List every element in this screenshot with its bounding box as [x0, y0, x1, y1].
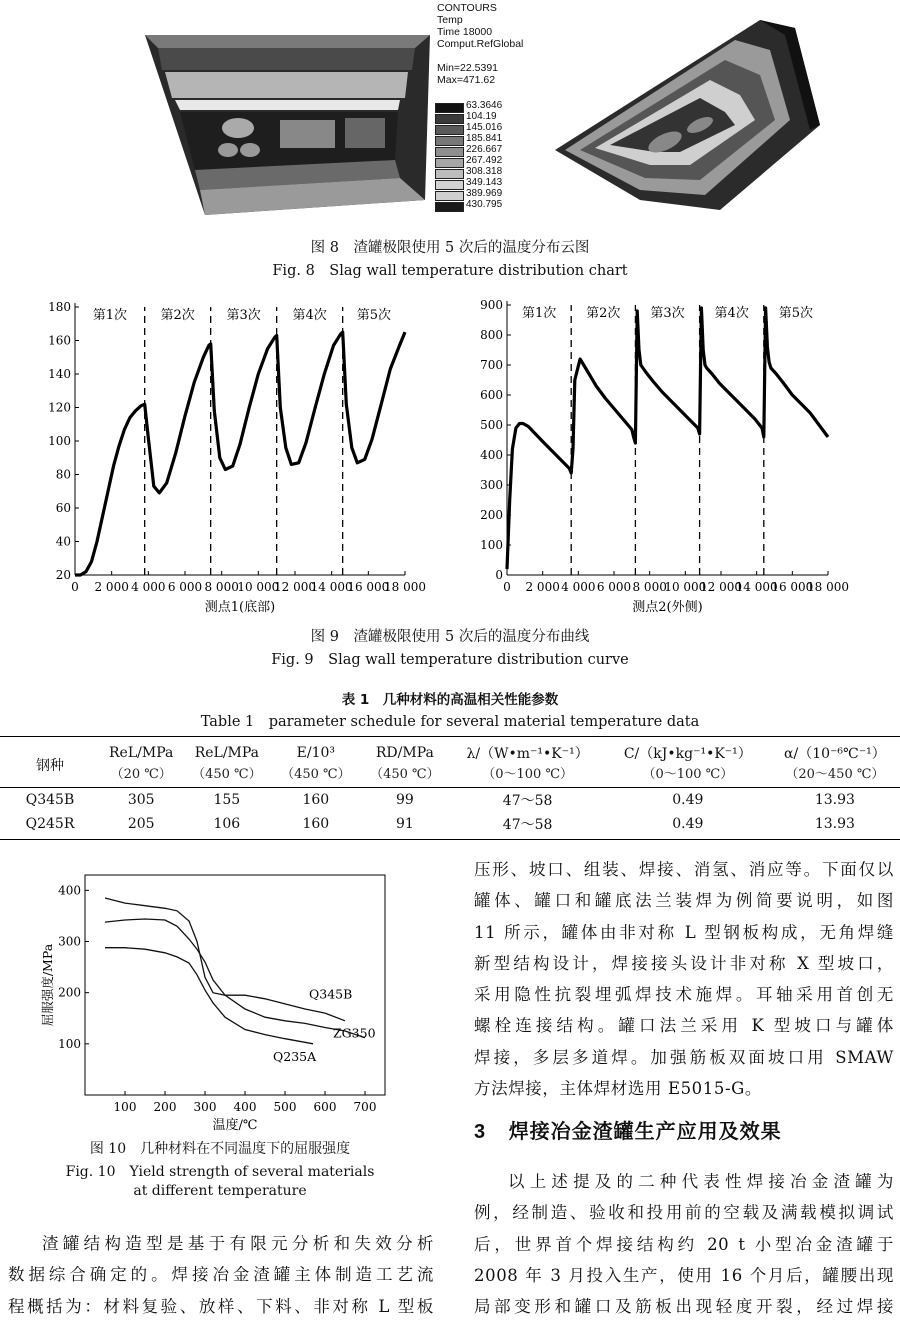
y-tick-label: 900: [480, 298, 503, 312]
colorbar-label: 63.3646: [466, 100, 503, 111]
table-cell: 0.49: [672, 792, 704, 808]
table-cell: 160: [271, 812, 360, 840]
x-tick-label: 10 000: [664, 580, 707, 594]
fig8-caption-cn: 图 8 渣罐极限使用 5 次后的温度分布云图: [310, 240, 590, 256]
y-tick-label: 180: [48, 300, 71, 314]
x-tick-label: 8 000: [204, 580, 239, 594]
fig9-chart-outer: [480, 295, 880, 625]
table-subheader-row: [0, 763, 900, 788]
legend-line: Comput.RefGlobal: [437, 38, 524, 50]
series-line: [105, 948, 313, 1044]
x-tick-label: 2 000: [525, 580, 560, 594]
table-cell: 305: [127, 792, 155, 808]
col-subheader: （450 ℃）: [182, 763, 271, 788]
col-header: λ/（W•m⁻¹•K⁻¹）: [449, 737, 606, 764]
section-number: 3: [474, 1121, 487, 1143]
colorbar-swatch: [435, 125, 464, 135]
x-tick-label: 14 000: [310, 580, 353, 594]
contour-legend-header: [437, 2, 523, 86]
cycle-label: 第1次: [521, 306, 557, 321]
colorbar-swatch: [435, 191, 464, 201]
col-header: ReL/MPa: [100, 737, 182, 764]
table-cell: 99: [395, 792, 414, 808]
x-tick-label: 10 000: [237, 580, 280, 594]
colorbar-swatch: [435, 169, 464, 179]
paragraph-line: 新型结构设计，焊接接头设计非对称 X 型坡口，: [474, 953, 894, 973]
fig10-caption-cn: 图 10 几种材料在不同温度下的屈服强度: [89, 1141, 351, 1157]
section-title: 焊接冶金渣罐生产应用及效果: [508, 1121, 782, 1143]
table-header-row: [0, 737, 900, 764]
fig10-yield-chart: [30, 870, 400, 1135]
colorbar-swatch: [435, 202, 464, 212]
section-3-heading: [474, 1115, 782, 1144]
colorbar-swatch: [435, 180, 464, 190]
fig8-left-contour: [145, 35, 430, 215]
colorbar-label: 145.016: [466, 122, 503, 133]
legend-line: Time 18000: [437, 26, 493, 38]
y-tick-label: 300: [480, 478, 503, 492]
temperature-curve: [75, 332, 405, 575]
y-tick-label: 400: [480, 448, 503, 462]
y-tick-label: 300: [58, 934, 81, 949]
y-tick-label: 60: [55, 501, 71, 515]
x-tick-label: 6 000: [167, 580, 203, 594]
y-tick-label: 200: [480, 508, 503, 522]
x-tick-label: 6 000: [596, 580, 632, 594]
colorbar-label: 308.318: [466, 166, 503, 177]
colorbar-swatch: [435, 114, 464, 124]
colorbar-label: 349.143: [466, 177, 503, 188]
x-tick-label: 16 000: [771, 580, 814, 594]
paragraph-line: 数据综合确定的。焊接冶金渣罐主体制造工艺流: [8, 1265, 434, 1285]
x-tick-label: 400: [233, 1100, 257, 1114]
x-tick-label: 8 000: [632, 580, 667, 594]
temperature-curve: [507, 308, 828, 569]
body-text-left: [8, 1228, 434, 1322]
series-line: [105, 919, 365, 1038]
y-axis-label: 屈服强度/MPa: [40, 943, 55, 1027]
x-tick-label: 4 000: [561, 580, 596, 594]
cycle-label: 第3次: [650, 306, 685, 321]
col-subheader: （450 ℃）: [360, 763, 449, 788]
paragraph-line: 方法焊接，主体焊材选用 E5015-G。: [474, 1079, 763, 1099]
legend-line: CONTOURS: [437, 2, 497, 14]
fig8-right-contour: [555, 20, 820, 210]
cycle-label: 第2次: [586, 306, 621, 321]
y-tick-label: 400: [58, 883, 81, 898]
col-subheader: （20 ℃）: [100, 763, 182, 788]
cycle-label: 第5次: [356, 308, 391, 323]
table1-title-cn: 表 1 几种材料的高温相关性能参数: [341, 692, 559, 708]
colorbar-swatch: [435, 158, 464, 168]
colorbar-label: 430.795: [466, 199, 503, 210]
cycle-label: 第2次: [160, 308, 195, 323]
series-label: Q345B: [309, 986, 353, 1002]
cycle-label: 第5次: [778, 306, 814, 321]
table-row: [0, 788, 900, 813]
series-label: Q235A: [273, 1048, 317, 1064]
paragraph-line: 螺栓连接结构。罐口法兰采用 K 型坡口与罐体: [474, 1016, 894, 1036]
paragraph-line: 压形、坡口、组装、焊接、消氢、消应等。下面仅以: [474, 860, 894, 879]
colorbar-swatch: [435, 136, 464, 146]
body-text-right-2: [474, 1166, 894, 1322]
col-header: E/10³: [271, 737, 360, 764]
x-tick-label: 18 000: [807, 580, 849, 594]
paragraph-line: 2008 年 3 月投入生产，使用 16 个月后，罐腰出现: [474, 1265, 894, 1285]
colorbar-label: 267.492: [466, 155, 503, 166]
legend-max: Max=471.62: [437, 74, 496, 86]
y-tick-label: 120: [48, 400, 71, 415]
x-tick-label: 12 000: [274, 580, 316, 594]
fig9-caption-cn: 图 9 渣罐极限使用 5 次后的温度分布曲线: [310, 629, 590, 645]
x-tick-label: 600: [313, 1100, 337, 1114]
x-tick-label: 200: [153, 1100, 177, 1114]
y-tick-label: 100: [58, 1036, 81, 1051]
col-subheader: （0～100 ℃）: [449, 763, 606, 788]
y-tick-label: 80: [55, 467, 71, 482]
table-cell: 91: [360, 812, 449, 840]
x-axis-label: 测点2(外侧): [632, 600, 703, 615]
colorbar-swatch: [435, 103, 464, 113]
fig9-caption-en: Fig. 9 Slag wall temperature distribution curve: [271, 652, 629, 668]
x-tick-label: 4 000: [131, 580, 166, 594]
cycle-label: 第1次: [92, 308, 127, 323]
table1-title-en: Table 1 parameter schedule for several material temperature data: [200, 714, 700, 730]
table-cell: 47～58: [502, 793, 553, 809]
fig8-caption-en: Fig. 8 Slag wall temperature distribution chart: [272, 263, 628, 279]
colorbar-swatch: [435, 147, 464, 157]
col-subheader: （0～100 ℃）: [606, 763, 770, 788]
cycle-label: 第3次: [226, 308, 261, 323]
col-header: 钢种: [0, 737, 100, 788]
x-tick-label: 18 000: [384, 580, 426, 594]
y-tick-label: 200: [58, 985, 81, 1000]
table-cell: 0.49: [606, 812, 770, 840]
fig9-chart-bottom: [30, 295, 440, 625]
y-tick-label: 0: [495, 568, 503, 582]
y-tick-label: 100: [480, 538, 503, 552]
fig10-caption-en-2: at different temperature: [133, 1183, 307, 1199]
x-axis-label: 测点1(底部): [204, 600, 276, 615]
y-tick-label: 700: [480, 358, 503, 372]
paragraph-line: 11 所示，罐体由非对称 L 型钢板构成，无角焊缝: [474, 922, 894, 942]
x-tick-label: 0: [71, 580, 79, 594]
legend-min: Min=22.5391: [437, 62, 499, 74]
table-cell: 13.93: [814, 792, 855, 808]
table-cell: Q345B: [25, 792, 75, 808]
paragraph-line: 采用隐性抗裂埋弧焊技术施焊。耳轴采用首创无: [474, 985, 894, 1005]
table-cell: 13.93: [770, 812, 900, 840]
series-label: ZG350: [333, 1025, 376, 1041]
cycle-label: 第4次: [292, 308, 327, 323]
cycle-label: 第4次: [714, 306, 749, 321]
col-subheader: （20～450 ℃）: [770, 763, 900, 788]
paragraph-line: 罐体、罐口和罐底法兰装焊为例简要说明，如图: [474, 891, 894, 911]
x-tick-label: 300: [193, 1100, 217, 1114]
col-subheader: （450 ℃）: [271, 763, 360, 788]
table-cell: 47～58: [449, 812, 606, 840]
body-text-right-1: [474, 854, 894, 1104]
paragraph-line: 局部变形和罐口及筋板出现轻度开裂，经过焊接: [474, 1297, 894, 1317]
table-cell: 205: [100, 812, 182, 840]
paragraph-line: 以上述提及的二种代表性焊接冶金渣罐为: [508, 1172, 894, 1191]
table-cell: 106: [182, 812, 271, 840]
table1: [0, 736, 900, 840]
colorbar-level: [435, 199, 525, 211]
x-tick-label: 16 000: [347, 580, 390, 594]
colorbar-label: 389.969: [466, 188, 503, 199]
legend-line: Temp: [437, 14, 463, 26]
x-tick-label: 100: [113, 1100, 137, 1114]
table-cell: 155: [213, 792, 241, 808]
table-cell: Q245R: [0, 812, 100, 840]
col-header: RD/MPa: [360, 737, 449, 764]
y-tick-label: 600: [480, 388, 503, 402]
x-tick-label: 14 000: [735, 580, 778, 594]
paragraph-line: 后，世界首个焊接结构约 20 t 小型冶金渣罐于: [474, 1234, 894, 1254]
y-tick-label: 160: [48, 333, 71, 348]
x-tick-label: 2 000: [94, 580, 129, 594]
col-header: α/（10⁻⁶℃⁻¹）: [770, 737, 900, 764]
paragraph-line: 例，经制造、验收和投用前的空载及满载模拟调试: [474, 1203, 894, 1223]
x-tick-label: 500: [273, 1100, 297, 1114]
plot-frame: [85, 875, 385, 1095]
y-tick-label: 100: [48, 434, 71, 448]
col-header: C/（kJ•kg⁻¹•K⁻¹）: [606, 737, 770, 764]
table-row: [0, 812, 900, 840]
x-tick-label: 0: [503, 580, 511, 594]
colorbar-label: 226.667: [466, 144, 503, 155]
y-tick-label: 800: [480, 328, 503, 342]
colorbar-label: 185.841: [466, 133, 503, 144]
y-tick-label: 20: [55, 568, 71, 582]
colorbar-label: 104.19: [466, 111, 497, 122]
y-tick-label: 40: [55, 534, 71, 549]
paragraph-line: 焊接，多层多道焊。加强筋板双面坡口用 SMAW: [474, 1047, 894, 1067]
y-tick-label: 140: [48, 367, 71, 381]
paragraph-line: 程概括为：材料复验、放样、下料、非对称 L 型板: [8, 1296, 434, 1316]
x-tick-label: 700: [353, 1100, 377, 1114]
series-line: [105, 898, 345, 1021]
col-header: ReL/MPa: [182, 737, 271, 764]
table-cell: 160: [302, 792, 330, 808]
paragraph-line: 渣罐结构造型是基于有限元分析和失效分析: [42, 1234, 434, 1253]
fig10-caption-en-1: Fig. 10 Yield strength of several materials: [65, 1164, 375, 1180]
y-tick-label: 500: [480, 418, 503, 432]
x-axis-label: 温度/℃: [212, 1118, 258, 1133]
x-tick-label: 12 000: [700, 580, 742, 594]
